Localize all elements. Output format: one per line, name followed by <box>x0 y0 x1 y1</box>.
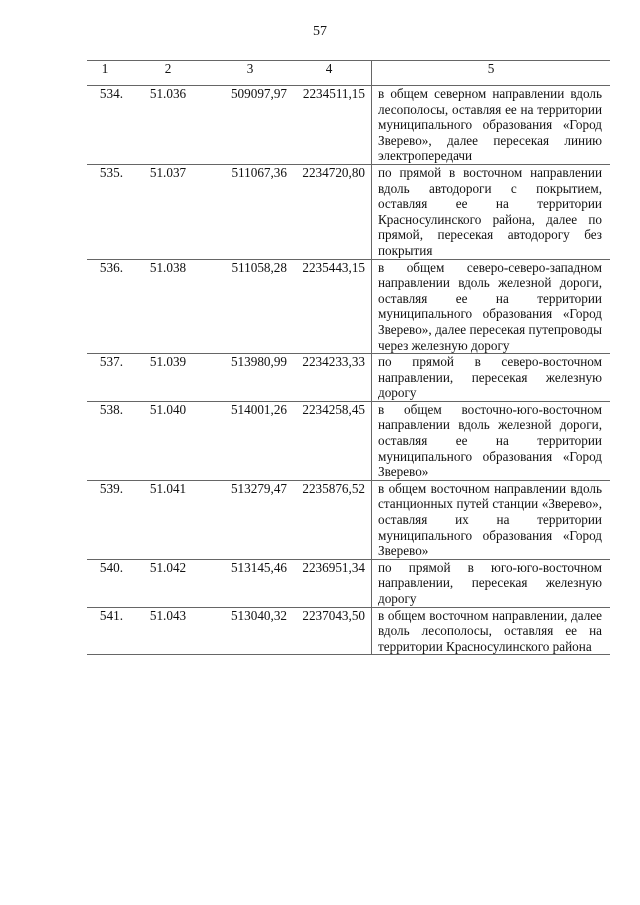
table-row <box>87 559 610 607</box>
boundary-description: в общем северо-северо-западном направлении вдоль железной дороги, оставляя ее на территории муниципального образования «Город Зверево», далее пересекая путепроводы через железную дорогу <box>372 259 611 354</box>
coord-y: 2235876,52 <box>287 480 372 559</box>
point-id: 51.036 <box>123 86 213 165</box>
boundary-description: в общем восточном направлении вдоль станционных путей станции «Зверево», оставляя их на территории муниципального образования «Город Зверево» <box>372 480 611 559</box>
boundary-description: по прямой в юго-юго-восточном направлении, пересекая железную дорогу <box>372 559 611 607</box>
table-row <box>87 401 610 480</box>
row-number: 534. <box>87 86 123 165</box>
row-number: 540. <box>87 559 123 607</box>
boundary-description: по прямой в северо-восточном направлении, пересекая железную дорогу <box>372 354 611 402</box>
row-number: 536. <box>87 259 123 354</box>
coord-y: 2236951,34 <box>287 559 372 607</box>
row-number: 535. <box>87 164 123 259</box>
coord-y: 2234233,33 <box>287 354 372 402</box>
coord-y: 2237043,50 <box>287 607 372 655</box>
boundary-description: по прямой в восточном направлении вдоль автодороги с покрытием, оставляя ее на территории Красносулинского района, далее по прямой, пересекая автодорогу без покрытия <box>372 164 611 259</box>
boundary-table <box>87 60 610 655</box>
point-id: 51.037 <box>123 164 213 259</box>
boundary-description: в общем восточном направлении, далее вдоль лесополосы, оставляя ее на территории Красносулинского района <box>372 607 611 655</box>
header-col-4: 4 <box>287 61 372 86</box>
coord-y: 2234511,15 <box>287 86 372 165</box>
coord-x: 513040,32 <box>213 607 287 655</box>
coord-y: 2234258,45 <box>287 401 372 480</box>
header-col-5: 5 <box>372 61 611 86</box>
coord-x: 513980,99 <box>213 354 287 402</box>
row-number: 541. <box>87 607 123 655</box>
table-row <box>87 480 610 559</box>
table-row <box>87 86 610 165</box>
point-id: 51.040 <box>123 401 213 480</box>
header-col-3: 3 <box>213 61 287 86</box>
coord-x: 511067,36 <box>213 164 287 259</box>
header-row <box>87 61 610 86</box>
boundary-description: в общем восточно-юго-восточном направлении вдоль железной дороги, оставляя ее на территории муниципального образования «Город Зверево» <box>372 401 611 480</box>
table-row <box>87 607 610 655</box>
coord-x: 509097,97 <box>213 86 287 165</box>
coord-x: 514001,26 <box>213 401 287 480</box>
row-number: 537. <box>87 354 123 402</box>
point-id: 51.043 <box>123 607 213 655</box>
row-number: 538. <box>87 401 123 480</box>
coord-x: 513145,46 <box>213 559 287 607</box>
table-row <box>87 354 610 402</box>
coord-x: 511058,28 <box>213 259 287 354</box>
point-id: 51.039 <box>123 354 213 402</box>
header-col-2: 2 <box>123 61 213 86</box>
coord-y: 2235443,15 <box>287 259 372 354</box>
page-number: 57 <box>313 24 327 39</box>
header-col-1: 1 <box>87 61 123 86</box>
point-id: 51.042 <box>123 559 213 607</box>
point-id: 51.041 <box>123 480 213 559</box>
point-id: 51.038 <box>123 259 213 354</box>
table-row <box>87 164 610 259</box>
row-number: 539. <box>87 480 123 559</box>
table-row <box>87 259 610 354</box>
coord-x: 513279,47 <box>213 480 287 559</box>
boundary-description: в общем северном направлении вдоль лесополосы, оставляя ее на территории муниципального образования «Город Зверево», далее пересекая линию электропередачи <box>372 86 611 165</box>
coord-y: 2234720,80 <box>287 164 372 259</box>
